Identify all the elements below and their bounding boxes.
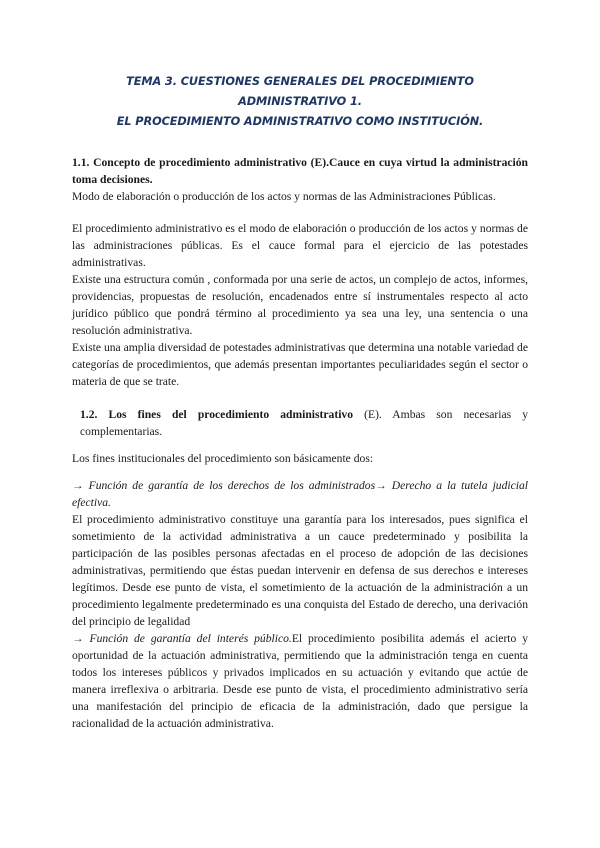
title-line-1: TEMA 3. CUESTIONES GENERALES DEL PROCEDIMIENTO ADMINISTRATIVO 1. [126,75,474,108]
fin-2-paragraph [72,630,528,732]
section-2-intro: Los fines institucionales del procedimiento son básicamente dos: [72,452,374,465]
fin-2-title: Función de garantía del interés público. [89,632,292,645]
section-1-paragraph-definition: El procedimiento administrativo es el modo de elaboración o producción de los actos y normas de las administraciones públicas. Es el cauce formal para el ejercicio de las potestades administrativas. [72,222,528,269]
document-title [72,72,528,132]
arrow-icon: → [72,632,90,645]
fin-1-text: El procedimiento administrativo constituye una garantía para los interesados, pues significa el sometimiento de la actividad administrativa a un cauce predeterminado y posibilita la participación de las posibles personas afectadas en el proceso de adopción de las decisiones administrativas, permitiendo que éstas puedan intervenir en defensa de sus derechos e intereses legítimos. Desde ese punto de vista, el sometimiento de la actuación de la administración a un procedimiento legalmente predeterminado es una conquista del Estado de derecho, una derivación del principio de legalidad [72,513,528,628]
section-2-heading-rest: (E). Ambas son necesarias y complementarias. [80,408,529,438]
section-1-summary: Modo de elaboración o producción de los actos y normas de las Administraciones Públicas. [72,190,496,203]
fin-2-text: El procedimiento posibilita además el acierto y oportunidad de la actuación administrativa, permitiendo que la administración tenga en cuenta todos los intereses públicos y privados implicados en su actuación y evitando que actúe de manera irreflexiva o arbitraria. Desde ese punto de vista, el procedimiento administrativo sería una manifestación del principio de eficacia de la administración, dado que persigue la racionalidad de la actuación administrativa. [72,632,528,730]
section-2-heading-bold: 1.2. Los fines del procedimiento administrativo [80,408,354,421]
title-line-2: EL PROCEDIMIENTO ADMINISTRATIVO COMO INSTITUCIÓN. [116,115,484,128]
section-2-heading [72,406,528,440]
section-1-paragraph-structure: Existe una estructura común , conformada por una serie de actos, un complejo de actos, informes, providencias, propuestas de resolución, encadenados entre sí instrumentales respecto al acto jurídico público que pondrá término al procedimiento ya sea una ley, una sentencia o una resolución administrativa. [72,273,528,337]
section-1-heading: 1.1. Concepto de procedimiento administrativo (E).Cauce en cuya virtud la administración toma decisiones. [72,156,528,186]
section-1-paragraph-diversity: Existe una amplia diversidad de potestades administrativas que determina una notable variedad de categorías de procedimientos, que además presentan importantes peculiaridades según el sector o materia de que se trate. [72,341,528,388]
fin-1-title: → Función de garantía de los derechos de los administrados→ Derecho a la tutela judicial efectiva. [72,479,528,509]
